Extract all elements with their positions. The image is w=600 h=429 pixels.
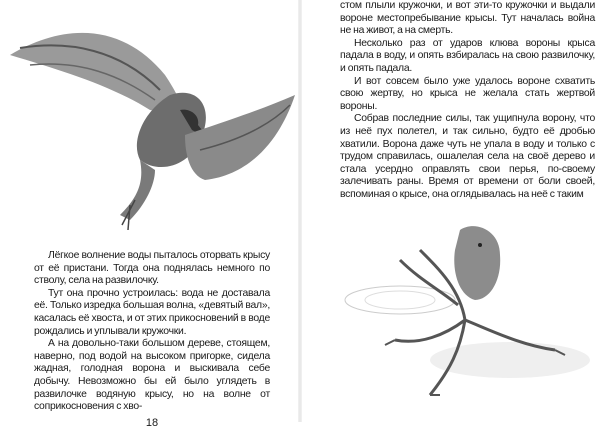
left-page-text (34, 250, 270, 414)
paragraph: стом плыли кружочки, и вот эти-то кружочки и выдали вороне местопребывание крысы. Тут началась война не на живот, а на смерть. (340, 0, 595, 37)
paragraph: А на довольно-таки большом дереве, стоящем, наверно, под водой на высоком пригорке, сидела жадная, голодная ворона и выскивала себе добычу. Невозможно бы ей было углядеть в развилочке водяную крысу, но на волне от соприкосновения с хво- (34, 338, 270, 413)
page-number: 18 (145, 416, 159, 429)
paragraph: Лёгкое волнение воды пыталось оторвать крысу от её пристани. Тогда она поднялась немного по стволу, села на развилочку. (34, 250, 270, 287)
crow-illustration (0, 0, 300, 245)
paragraph: Несколько раз от ударов клюва вороны крыса падала в воду, и опять взбиралась на свою развилочку, и опять падала. (340, 37, 595, 74)
water-rat-illustration (340, 210, 600, 410)
right-page-text (340, 0, 595, 202)
right-page (300, 0, 600, 422)
paragraph: Тут она прочно устроилась: вода не доставала её. Только изредка большая волна, «девятый вал», касалась её хвоста, и от этих прикосновений в воде рождались и уплывали кружочки. (34, 287, 270, 337)
left-page-content (34, 250, 270, 429)
paragraph: Собрав последние силы, так ущипнула ворону, что из неё пух полетел, и так сильно, будто её дробью хватили. Ворона даже чуть не упала в воду и только с трудом справилась, ошалелая села на своё дерево и стала усердно оправлять свои перья, по-своему залечивать раны. Время от времени от боли своей, вспоминая о крысе, она оглядывалась на неё с таким (340, 113, 595, 200)
paragraph: И вот совсем было уже удалось вороне схватить свою жертву, но крыса не желала стать жертвой вороны. (340, 75, 595, 112)
